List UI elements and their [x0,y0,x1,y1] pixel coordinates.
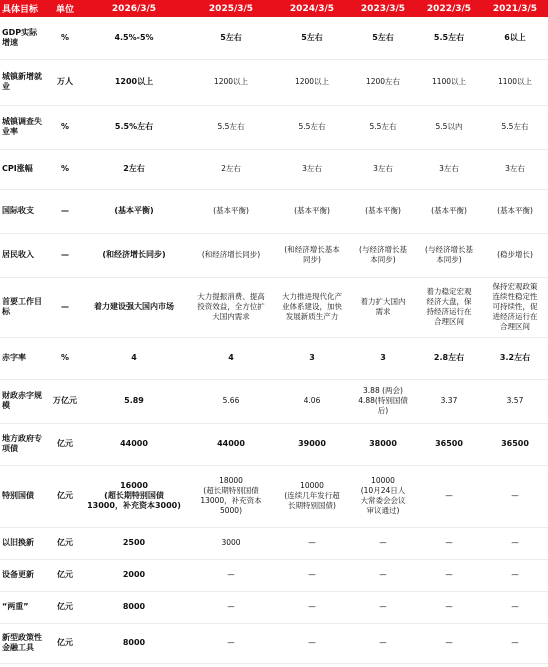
cell-2024: — [274,559,350,591]
cell-2021: 3.2左右 [482,337,548,379]
cell-2026: 44000 [80,423,188,465]
header-cell-target: 具体目标 [0,0,50,17]
cell-2022: 2.8左右 [416,337,482,379]
cell-2026: 16000 (超长期特别国债 13000，补充资本3000) [80,465,188,527]
cell-2023: — [350,527,416,559]
row-unit: — [50,277,80,337]
row-unit: 亿元 [50,623,80,663]
table-row [0,105,548,149]
row-unit: 亿元 [50,559,80,591]
cell-2025: 3000 [188,527,274,559]
cell-2022: 5.5以内 [416,105,482,149]
cell-2021: — [482,559,548,591]
cell-2024: 5左右 [274,17,350,59]
row-label: 新型政策性 金融工具 [0,623,50,663]
cell-2022: — [416,559,482,591]
cell-2024: (和经济增长基本 同步) [274,233,350,277]
cell-2024: 4.06 [274,379,350,423]
cell-2024: — [274,591,350,623]
row-label: GDP实际 增速 [0,17,50,59]
header-cell-2022: 2022/3/5 [416,0,482,17]
table-row [0,623,548,663]
row-label: “两重” [0,591,50,623]
cell-2021: (稳步增长) [482,233,548,277]
row-label: 地方政府专 项债 [0,423,50,465]
cell-2022: 1100以上 [416,59,482,105]
cell-2025: 1200以上 [188,59,274,105]
cell-2021: 3左右 [482,149,548,189]
table-header [0,0,548,17]
cell-2021: — [482,527,548,559]
cell-2024: — [274,527,350,559]
table-body [0,17,548,663]
cell-2025: 5.5左右 [188,105,274,149]
cell-2023: 3左右 [350,149,416,189]
row-unit: % [50,337,80,379]
cell-2025: 18000 (超长期特别国债 13000，补充资本 5000) [188,465,274,527]
row-label: 设备更新 [0,559,50,591]
cell-2022: (基本平衡) [416,189,482,233]
header-cell-unit: 单位 [50,0,80,17]
row-unit: % [50,149,80,189]
cell-2026: 2左右 [80,149,188,189]
cell-2026: 5.89 [80,379,188,423]
cell-2024: 大力推进现代化产 业体系建设，加快 发展新质生产力 [274,277,350,337]
cell-2021: (基本平衡) [482,189,548,233]
cell-2024: 3 [274,337,350,379]
cell-2023: 1200左右 [350,59,416,105]
cell-2025: (和经济增长同步) [188,233,274,277]
cell-2025: — [188,559,274,591]
row-label: 特别国债 [0,465,50,527]
cell-2023: 3.88 (两会) 4.88(特别国债 后) [350,379,416,423]
row-label: CPI涨幅 [0,149,50,189]
cell-2022: — [416,465,482,527]
header-cell-2024: 2024/3/5 [274,0,350,17]
cell-2023: 5左右 [350,17,416,59]
cell-2025: 2左右 [188,149,274,189]
header-row [0,0,548,17]
table-row [0,59,548,105]
cell-2022: — [416,623,482,663]
table-row [0,527,548,559]
cell-2022: 3左右 [416,149,482,189]
cell-2024: 5.5左右 [274,105,350,149]
row-label: 居民收入 [0,233,50,277]
cell-2021: 36500 [482,423,548,465]
cell-2026: (基本平衡) [80,189,188,233]
row-label: 首要工作目 标 [0,277,50,337]
cell-2024: 10000 (连续几年发行超 长期特别国债) [274,465,350,527]
cell-2023: 38000 [350,423,416,465]
table-row [0,233,548,277]
cell-2025: 5左右 [188,17,274,59]
cell-2025: 5.66 [188,379,274,423]
cell-2025: 4 [188,337,274,379]
cell-2026: 着力建设强大国内市场 [80,277,188,337]
row-label: 城镇新增就 业 [0,59,50,105]
cell-2021: — [482,591,548,623]
cell-2023: 着力扩大国内 需求 [350,277,416,337]
table-row [0,17,548,59]
row-unit: 万人 [50,59,80,105]
row-unit: % [50,105,80,149]
cell-2024: 39000 [274,423,350,465]
cell-2026: (和经济增长同步) [80,233,188,277]
row-unit: 万亿元 [50,379,80,423]
table-row [0,337,548,379]
cell-2021: — [482,465,548,527]
table-row [0,423,548,465]
cell-2024: (基本平衡) [274,189,350,233]
row-unit: 亿元 [50,465,80,527]
cell-2021: 6以上 [482,17,548,59]
cell-2023: 5.5左右 [350,105,416,149]
cell-2023: 10000 (10月24日人 大常委会会议 审议通过) [350,465,416,527]
header-cell-2026: 2026/3/5 [80,0,188,17]
cell-2023: (基本平衡) [350,189,416,233]
header-cell-2025: 2025/3/5 [188,0,274,17]
cell-2023: — [350,623,416,663]
cell-2023: — [350,591,416,623]
row-unit: — [50,233,80,277]
cell-2022: 3.37 [416,379,482,423]
cell-2021: 保持宏观政策 连续性稳定性 可持续性，促 进经济运行在 合理区间 [482,277,548,337]
cell-2022: 着力稳定宏观 经济大盘，保 持经济运行在 合理区间 [416,277,482,337]
cell-2022: 5.5左右 [416,17,482,59]
cell-2026: 5.5%左右 [80,105,188,149]
cell-2023: 3 [350,337,416,379]
cell-2024: — [274,623,350,663]
cell-2022: — [416,527,482,559]
row-label: 国际收支 [0,189,50,233]
header-cell-2021: 2021/3/5 [482,0,548,17]
cell-2026: 2000 [80,559,188,591]
cell-2026: 4.5%-5% [80,17,188,59]
table-row [0,591,548,623]
cell-2021: — [482,623,548,663]
row-label: 财政赤字规 模 [0,379,50,423]
row-unit: — [50,189,80,233]
cell-2022: 36500 [416,423,482,465]
cell-2026: 1200以上 [80,59,188,105]
cell-2022: — [416,591,482,623]
cell-2022: (与经济增长基 本同步) [416,233,482,277]
table-row [0,559,548,591]
row-unit: 亿元 [50,591,80,623]
cell-2025: 大力提振消费、提高 投资效益，全方位扩 大国内需求 [188,277,274,337]
cell-2026: 8000 [80,623,188,663]
row-label: 赤字率 [0,337,50,379]
cell-2021: 5.5左右 [482,105,548,149]
cell-2026: 4 [80,337,188,379]
table-row [0,465,548,527]
cell-2021: 3.57 [482,379,548,423]
table-row [0,149,548,189]
cell-2026: 2500 [80,527,188,559]
table-row [0,189,548,233]
cell-2024: 3左右 [274,149,350,189]
cell-2024: 1200以上 [274,59,350,105]
cell-2021: 1100以上 [482,59,548,105]
cell-2026: 8000 [80,591,188,623]
table-row [0,379,548,423]
row-unit: 亿元 [50,527,80,559]
cell-2023: (与经济增长基 本同步) [350,233,416,277]
cell-2025: — [188,623,274,663]
row-unit: % [50,17,80,59]
row-unit: 亿元 [50,423,80,465]
cell-2023: — [350,559,416,591]
row-label: 城镇调查失 业率 [0,105,50,149]
cell-2025: — [188,591,274,623]
header-cell-2023: 2023/3/5 [350,0,416,17]
cell-2025: 44000 [188,423,274,465]
cell-2025: (基本平衡) [188,189,274,233]
table-row [0,277,548,337]
row-label: 以旧换新 [0,527,50,559]
